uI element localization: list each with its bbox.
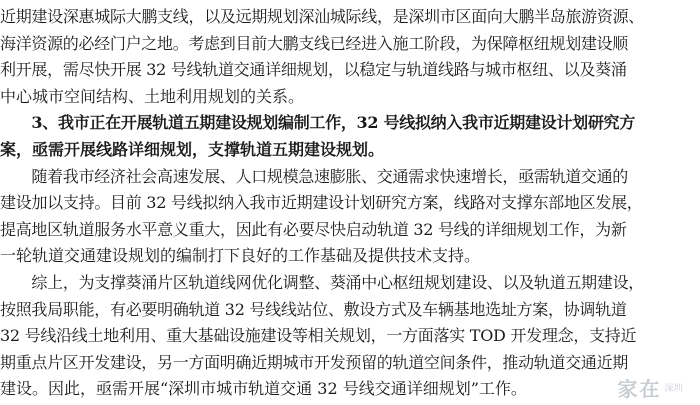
watermark-text: 家在 [617,376,662,401]
text-line: 提高地区轨道服务水平意义重大，因此有必要尽快启动轨道 32 号线的详细规划工作，为新 [0,219,627,239]
text-line: 中心城市空间结构、土地利用规划的关系。 [0,86,305,106]
text-line: 利开展，需尽快开展 32 号线轨道交通详细规划，以稳定与轨道线路与城市枢纽、以及葵涌 [0,60,627,80]
text-line: 随着我市经济社会高速发展、人口规模急速膨胀、交通需求快速增长，亟需轨道交通的 [0,166,629,186]
text-line: 近期建设深惠城际大鹏支线，以及远期规划深汕城际线，是深圳市区面向大鹏半岛旅游资源、 [0,7,645,26]
text-line: 期重点片区开发建设，另一方面明确近期城市开发预留的轨道空间条件，推动轨道交通近期 [0,352,629,372]
text-line: 一轮轨道交通建设规划的编制打下良好的工作基础及提供技术支持。 [0,246,481,266]
text-line: 海洋资源的必经门户之地。考虑到目前大鹏支线已经进入施工阶段，为保障枢纽规划建设顺 [0,33,629,53]
text-line: 建设。因此，亟需开展“深圳市城市轨道交通 32 号线交通详细规划”工作。 [0,379,527,399]
text-line: 32 号线沿线土地利用、重大基础设施建设等相关规划，一方面落实 TOD 开发理念，支持近 [0,326,637,346]
text-line: 按照我局职能，有必要明确轨道 32 号线线站位、敷设方式及车辆基地选址方案，协调轨道 [0,299,627,319]
text-line: 建设加以支持。目前 32 号线拟纳入我市近期建设计划研究方案，线路对支撑东部地区发展， [0,193,643,213]
text-line: 综上，为支撑葵涌片区轨道线网优化调整、葵涌中心枢纽规划建设、以及轨道五期建设， [0,273,645,292]
site-watermark-logo [606,373,694,401]
watermark-small-text: 深圳 [664,383,683,394]
text-line: 3、我市正在开展轨道五期建设规划编制工作，32 号线拟纳入我市近期建设计划研究方 [0,113,635,133]
text-line: 案，亟需开展线路详细规划，支撑轨道五期建设规划。 [0,140,385,159]
